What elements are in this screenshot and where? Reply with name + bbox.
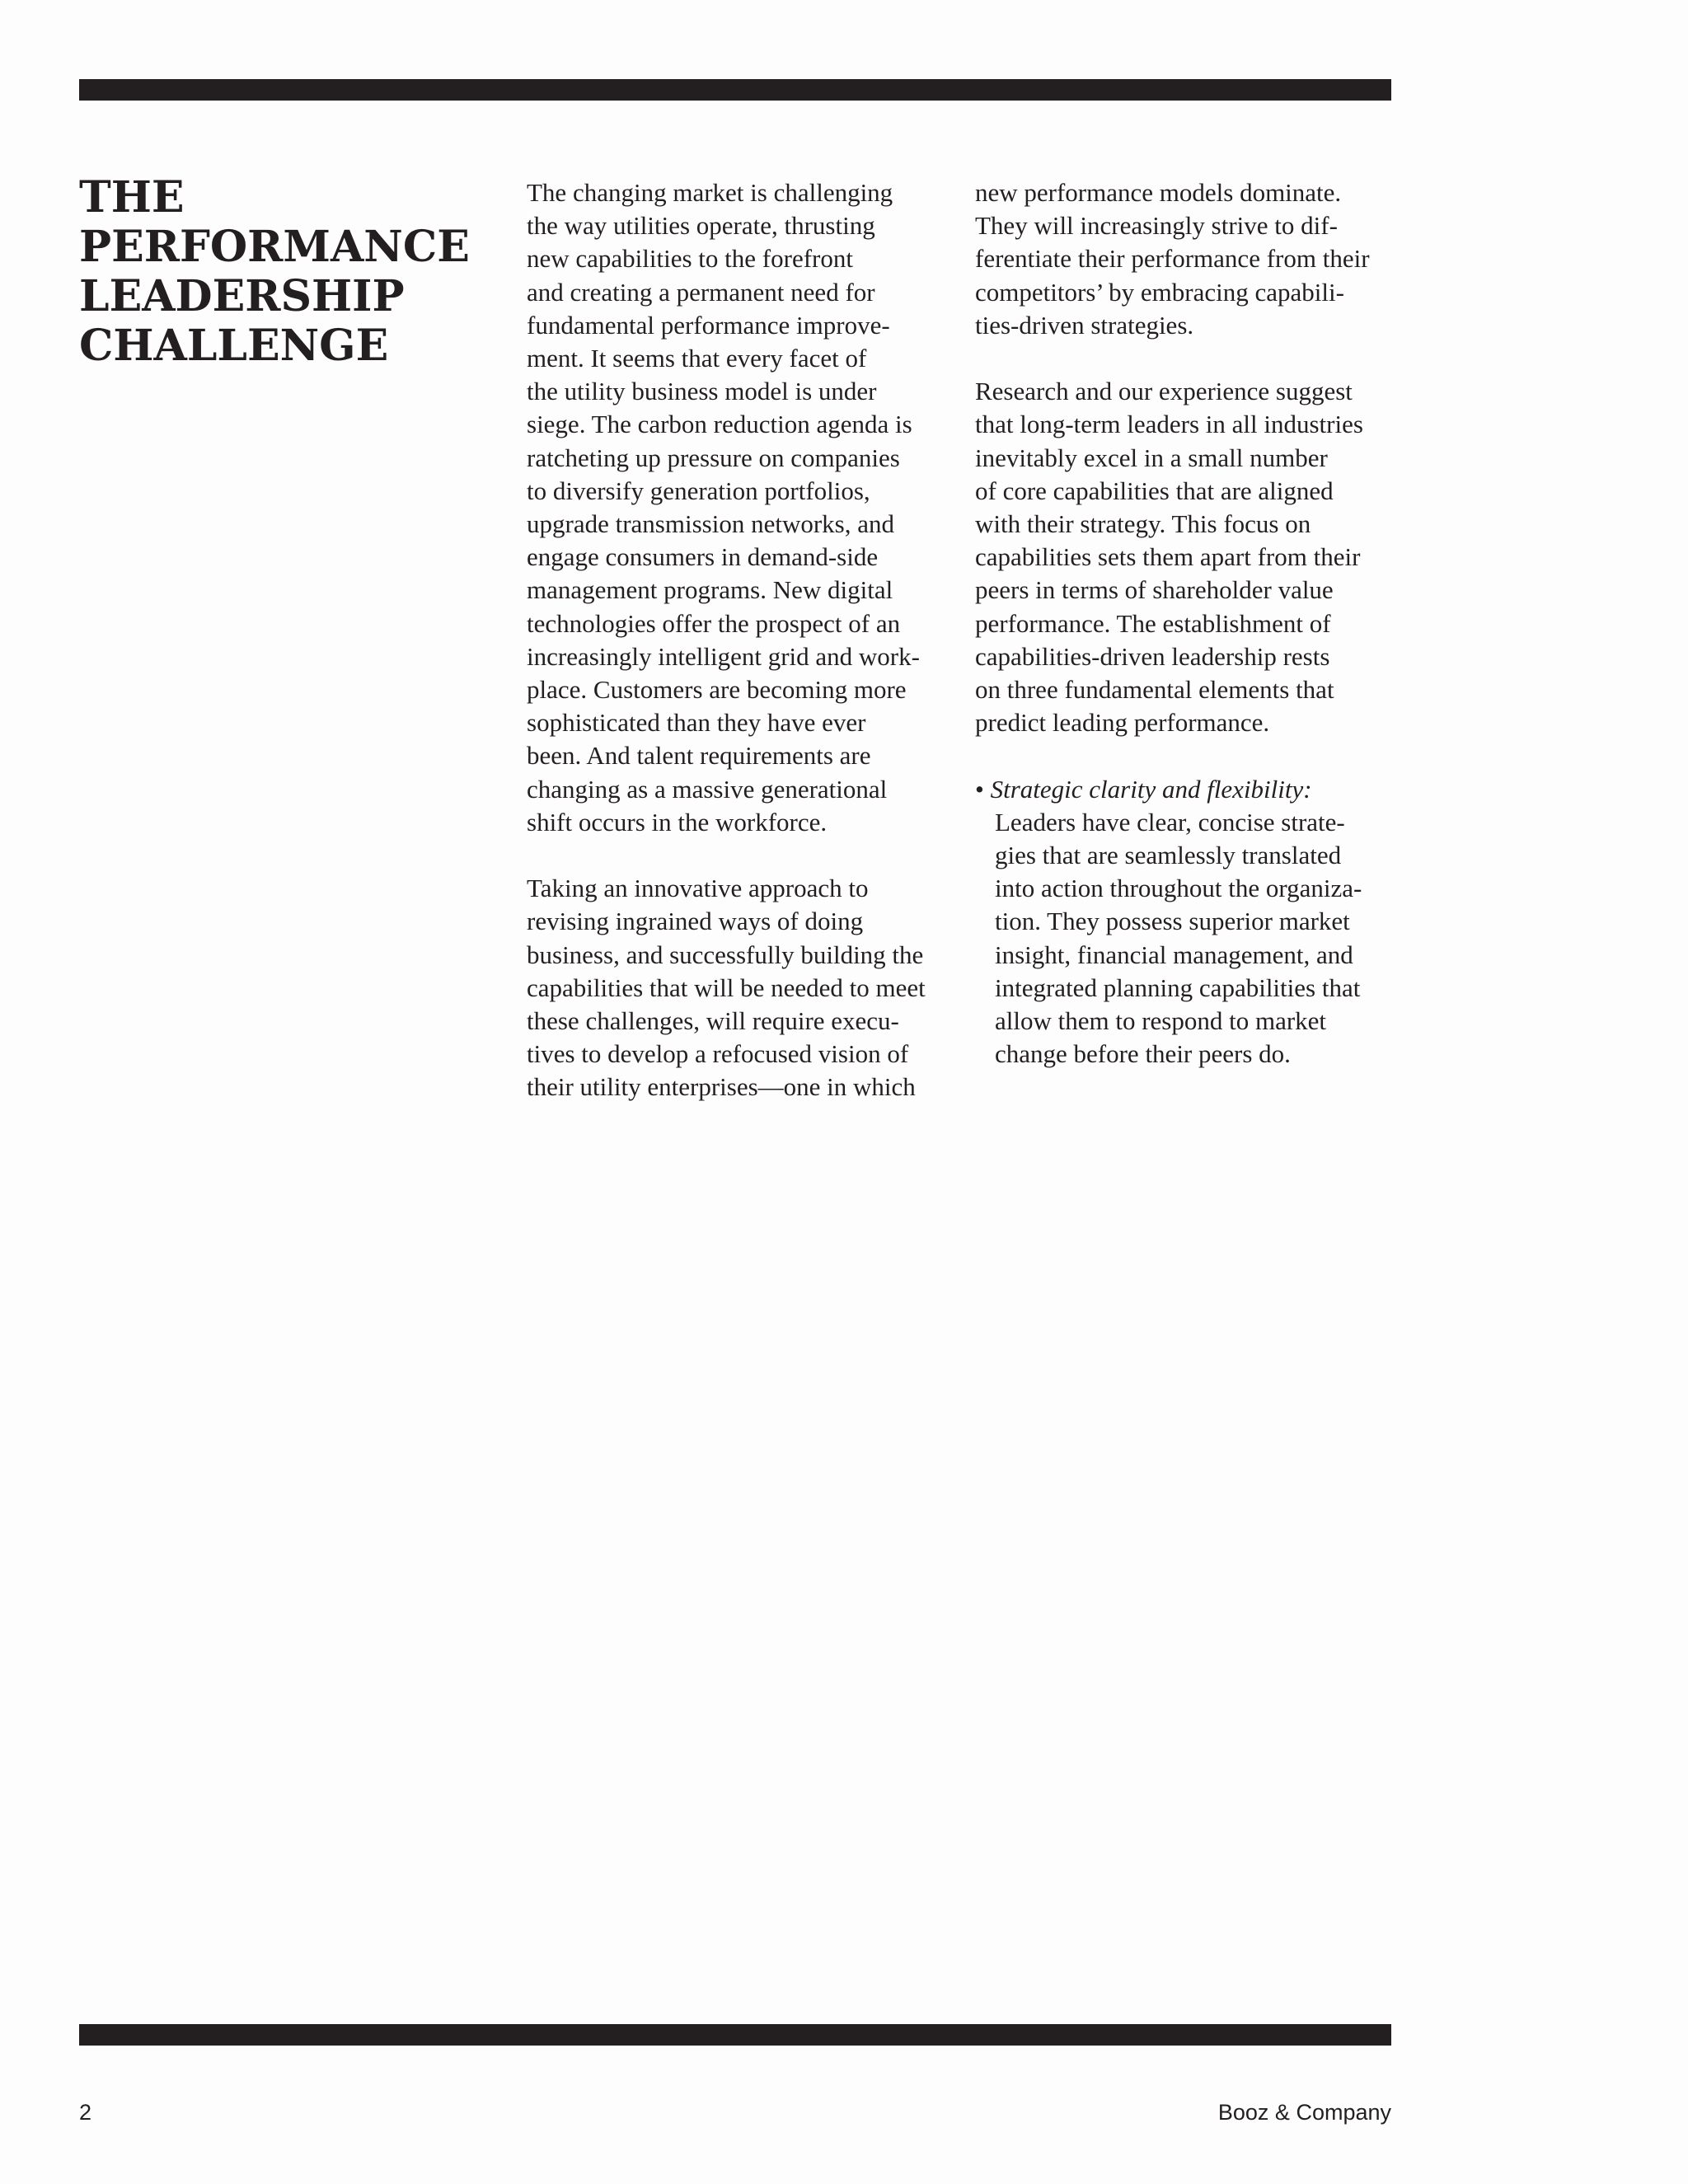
text-line: of core capabilities that are aligned bbox=[975, 476, 1334, 505]
title-line: THE bbox=[79, 172, 185, 223]
bullet-strategic-clarity bbox=[975, 773, 1404, 1071]
text-line: capabilities sets them apart from their bbox=[975, 542, 1361, 572]
text-line: the way utilities operate, thrusting bbox=[527, 211, 875, 241]
text-line: to diversify generation portfolios, bbox=[527, 476, 870, 505]
text-line: business, and successfully building the bbox=[527, 940, 924, 969]
text-line: and creating a permanent need for bbox=[527, 277, 875, 307]
text-line: insight, financial management, and bbox=[995, 940, 1353, 969]
text-line: revising ingrained ways of doing bbox=[527, 907, 864, 936]
text-line: Taking an innovative approach to bbox=[527, 874, 869, 903]
text-line: management programs. New digital bbox=[527, 575, 893, 605]
text-line: upgrade transmission networks, and bbox=[527, 509, 894, 539]
text-line: into action throughout the organiza- bbox=[995, 874, 1362, 903]
text-line: engage consumers in demand-side bbox=[527, 542, 879, 572]
paragraph-research bbox=[975, 375, 1404, 739]
text-line: capabilities that will be needed to meet bbox=[527, 972, 926, 1002]
text-line: been. And talent requirements are bbox=[527, 741, 871, 771]
company-name: Booz & Company bbox=[1217, 2100, 1391, 2125]
text-line: Research and our experience suggest bbox=[975, 377, 1353, 406]
text-line: tion. They possess superior market bbox=[995, 907, 1350, 936]
title-line: CHALLENGE bbox=[79, 321, 389, 371]
body-column-right bbox=[975, 176, 1404, 1071]
text-line: ties-driven strategies. bbox=[975, 310, 1194, 340]
text-line: fundamental performance improve- bbox=[527, 310, 890, 340]
text-line: tives to develop a refocused vision of bbox=[527, 1039, 909, 1069]
body-column-left bbox=[527, 176, 964, 1104]
text-line: the utility business model is under bbox=[527, 377, 877, 406]
text-line: Leaders have clear, concise strate- bbox=[995, 807, 1345, 837]
text-line: inevitably excel in a small number bbox=[975, 443, 1328, 472]
text-line: that long-term leaders in all industries bbox=[975, 410, 1363, 439]
paragraph-innovative-approach bbox=[527, 872, 964, 1104]
text-line: their utility enterprises—one in which bbox=[527, 1072, 916, 1102]
text-line: new capabilities to the forefront bbox=[527, 244, 853, 274]
text-line: new performance models dominate. bbox=[975, 178, 1342, 207]
page-number: 2 bbox=[79, 2100, 92, 2125]
text-line: with their strategy. This focus on bbox=[975, 509, 1311, 539]
text-line: They will increasingly strive to dif- bbox=[975, 211, 1338, 241]
paragraph-market-change bbox=[527, 176, 964, 839]
paragraph-gap bbox=[527, 839, 964, 872]
text-line: increasingly intelligent grid and work- bbox=[527, 641, 920, 671]
paragraph-gap bbox=[975, 739, 1404, 772]
text-line: technologies offer the prospect of an bbox=[527, 608, 901, 638]
title-line: PERFORMANCE bbox=[79, 222, 470, 272]
text-line: ferentiate their performance from their bbox=[975, 244, 1370, 274]
bottom-rule bbox=[79, 2024, 1391, 2046]
text-line: gies that are seamlessly translated bbox=[995, 841, 1342, 870]
bullet-heading: Strategic clarity and flexibility: bbox=[990, 774, 1312, 804]
bullet-heading-line bbox=[975, 773, 1404, 806]
top-rule bbox=[79, 79, 1391, 101]
text-line: place. Customers are becoming more bbox=[527, 675, 907, 705]
text-line: performance. The establishment of bbox=[975, 608, 1331, 638]
text-line: capabilities-driven leadership rests bbox=[975, 641, 1330, 671]
text-line: siege. The carbon reduction agenda is bbox=[527, 410, 912, 439]
text-line: shift occurs in the workforce. bbox=[527, 807, 828, 837]
paragraph-gap bbox=[975, 342, 1404, 375]
text-line: peers in terms of shareholder value bbox=[975, 575, 1334, 605]
text-line: predict leading performance. bbox=[975, 708, 1270, 738]
text-line: changing as a massive generational bbox=[527, 774, 888, 804]
text-line: The changing market is challenging bbox=[527, 178, 893, 207]
text-line: ment. It seems that every facet of bbox=[527, 344, 867, 373]
text-line: sophisticated than they have ever bbox=[527, 708, 866, 738]
text-line: allow them to respond to market bbox=[995, 1006, 1327, 1036]
page-title bbox=[79, 173, 491, 371]
text-line: change before their peers do. bbox=[995, 1039, 1291, 1069]
text-line: on three fundamental elements that bbox=[975, 675, 1334, 705]
title-line: LEADERSHIP bbox=[79, 271, 405, 321]
text-line: these challenges, will require execu- bbox=[527, 1006, 899, 1036]
text-line: integrated planning capabilities that bbox=[995, 972, 1361, 1002]
text-line: competitors’ by embracing capabili- bbox=[975, 277, 1344, 307]
bullet-marker: • bbox=[975, 774, 984, 804]
text-line: ratcheting up pressure on companies bbox=[527, 443, 900, 472]
paragraph-performance-models bbox=[975, 176, 1404, 342]
